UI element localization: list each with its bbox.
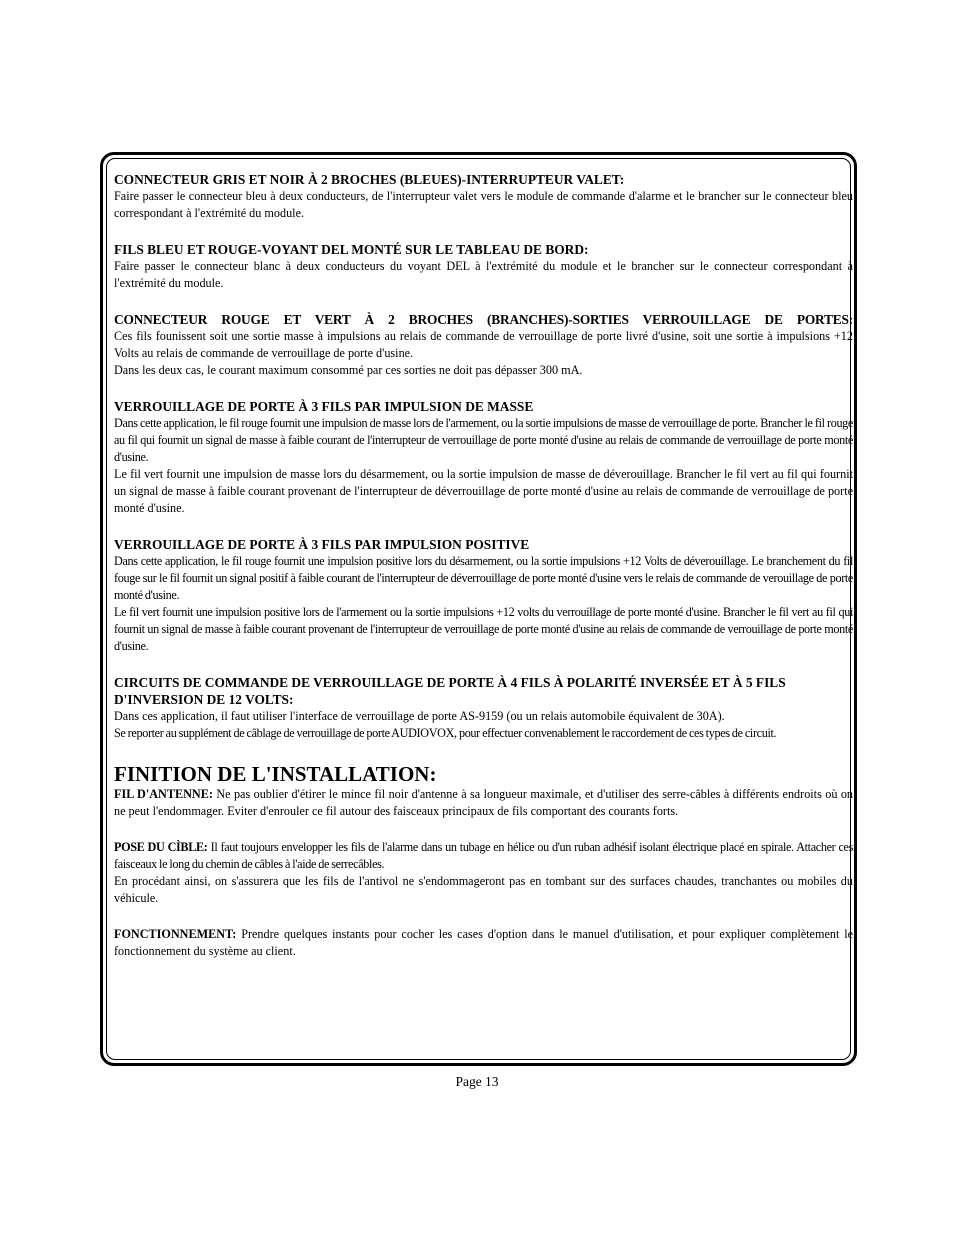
section-text-polarite-inversee-2: Se reporter au supplément de câblage de verrouillage de porte AUDIOVOX, pour effectuer convenablement le raccordement de ces types de circuit. [114, 726, 777, 740]
antenne-paragraph [114, 786, 853, 820]
section-text-polarite-inversee-1: Dans ces application, il faut utiliser l'interface de verrouillage de porte AS-9159 (ou un relais automobile équivalent de 30A). [114, 709, 725, 723]
section-text-sorties-verrouillage-2: Dans les deux cas, le courant maximum consommé par ces sorties ne doit pas dépasser 300 mA. [114, 363, 583, 377]
cable-paragraph-2: En procédant ainsi, on s'assurera que les fils de l'antivol ne s'endommageront pas en tombant sur des surfaces chaudes, tranchantes ou mobiles du véhicule. [114, 874, 853, 905]
section-title-impulsion-masse: VERROUILLAGE DE PORTE À 3 FILS PAR IMPULSION DE MASSE [114, 399, 534, 414]
page-content [114, 171, 853, 960]
cable-paragraph [114, 839, 853, 873]
section-title-impulsion-positive: VERROUILLAGE DE PORTE À 3 FILS PAR IMPULSION POSITIVE [114, 537, 530, 552]
fonctionnement-paragraph [114, 926, 853, 960]
cable-text: Il faut toujours envelopper les fils de l'alarme dans un tubage en hélice ou d'un ruban adhésif isolant électrique placé en spirale. Attacher ces faisceaux le long du chemin de câbles à l'aide de serrecâbles. [114, 840, 853, 871]
antenne-label: FIL D'ANTENNE: [114, 787, 213, 801]
page-number: Page 13 [455, 1074, 499, 1089]
section-text-valet: Faire passer le connecteur bleu à deux conducteurs, de l'interrupteur valet vers le module de commande d'alarme et le brancher sur le connecteur bleu correspondant à l'extrémité du module. [114, 189, 853, 220]
section-text-impulsion-positive-1: Dans cette application, le fil rouge fournit une impulsion positive lors du désarmement, ou la sortie impulsions +12 Volts de déverouillage. Le branchement du fil fouge sur le fil fournit un signal positif à faible courant de l'interrupteur de déverrouillage de porte monté d'usine vers le relais de commande de verouillage de porte monté d'usine. [114, 554, 853, 602]
section-title-valet: CONNECTEUR GRIS ET NOIR À 2 BROCHES (BLEUES)-INTERRUPTEUR VALET: [114, 172, 625, 187]
section-text-impulsion-masse-2: Le fil vert fournit une impulsion de masse lors du désarmement, ou la sortie impulsion de masse de déverouillage. Brancher le fil vert au fil qui fournit un signal de masse à faible courant provenant de l'interrupteur de déverrouillage de porte monté d'usine au relais de commande de verrouillage de porte monté d'usine. [114, 467, 853, 515]
section-text-sorties-verrouillage-1: Ces fils founissent soit une sortie masse à impulsions au relais de commande de verrouillage de porte livré d'usine, soit une sortie à impulsions +12 Volts au relais de commande de verrouillage de porte d'usine. [114, 329, 853, 360]
cable-label: POSE DU CÌBLE: [114, 840, 208, 854]
antenne-text: Ne pas oublier d'étirer le mince fil noir d'antenne à sa longueur maximale, et d'utiliser des serre-câbles à différents endroits où on ne peut l'endommager. Eviter d'enrouler ce fil autour des faisceaux principaux de fils comportant des courants forts. [114, 787, 854, 818]
fonctionnement-text: Prendre quelques instants pour cocher les cases d'option dans le manuel d'utilisation, et pour expliquer complètement le fonctionnement du système au client. [114, 927, 853, 958]
section-text-impulsion-positive-2: Le fil vert fournit une impulsion positive lors de l'armement ou la sortie impulsions +12 volts du verrouillage de porte monté d'usine. Brancher le fil vert au fil qui fournit un signal de masse à faible courant provenant de l'interrupteur de verrouillage de porte monté d'usine au relais de commande de verrouillage de porte monté d'usine. [114, 605, 853, 653]
section-title-polarite-inversee: CIRCUITS DE COMMANDE DE VERROUILLAGE DE PORTE À 4 FILS À POLARITÉ INVERSÉE ET À 5 FILS D'INVERSION DE 12 VOLTS: [114, 675, 786, 707]
section-text-voyant-del: Faire passer le connecteur blanc à deux conducteurs du voyant DEL à l'extrémité du module et le brancher sur le connecteur correspondant à l'extrémité du module. [114, 259, 853, 290]
section-title-sorties-verrouillage: CONNECTEUR ROUGE ET VERT À 2 BROCHES (BRANCHES)-SORTIES VERROUILLAGE DE PORTES: [114, 312, 853, 327]
section-title-voyant-del: FILS BLEU ET ROUGE-VOYANT DEL MONTÉ SUR LE TABLEAU DE BORD: [114, 242, 589, 257]
section-text-impulsion-masse-1: Dans cette application, le fil rouge fournit une impulsion de masse lors de l'armement, ou la sortie impulsions de masse de verrouillage de porte. Brancher le fil rouge au fil qui fournit un signal de masse à faible courant de l'interrupteur de verrouillage de porte monté d'usine au relais de commande de verrouillage de porte monté d'usine. [114, 416, 853, 464]
finition-heading: FINITION DE L'INSTALLATION: [114, 762, 437, 786]
fonctionnement-label: FONCTIONNEMENT: [114, 927, 237, 941]
